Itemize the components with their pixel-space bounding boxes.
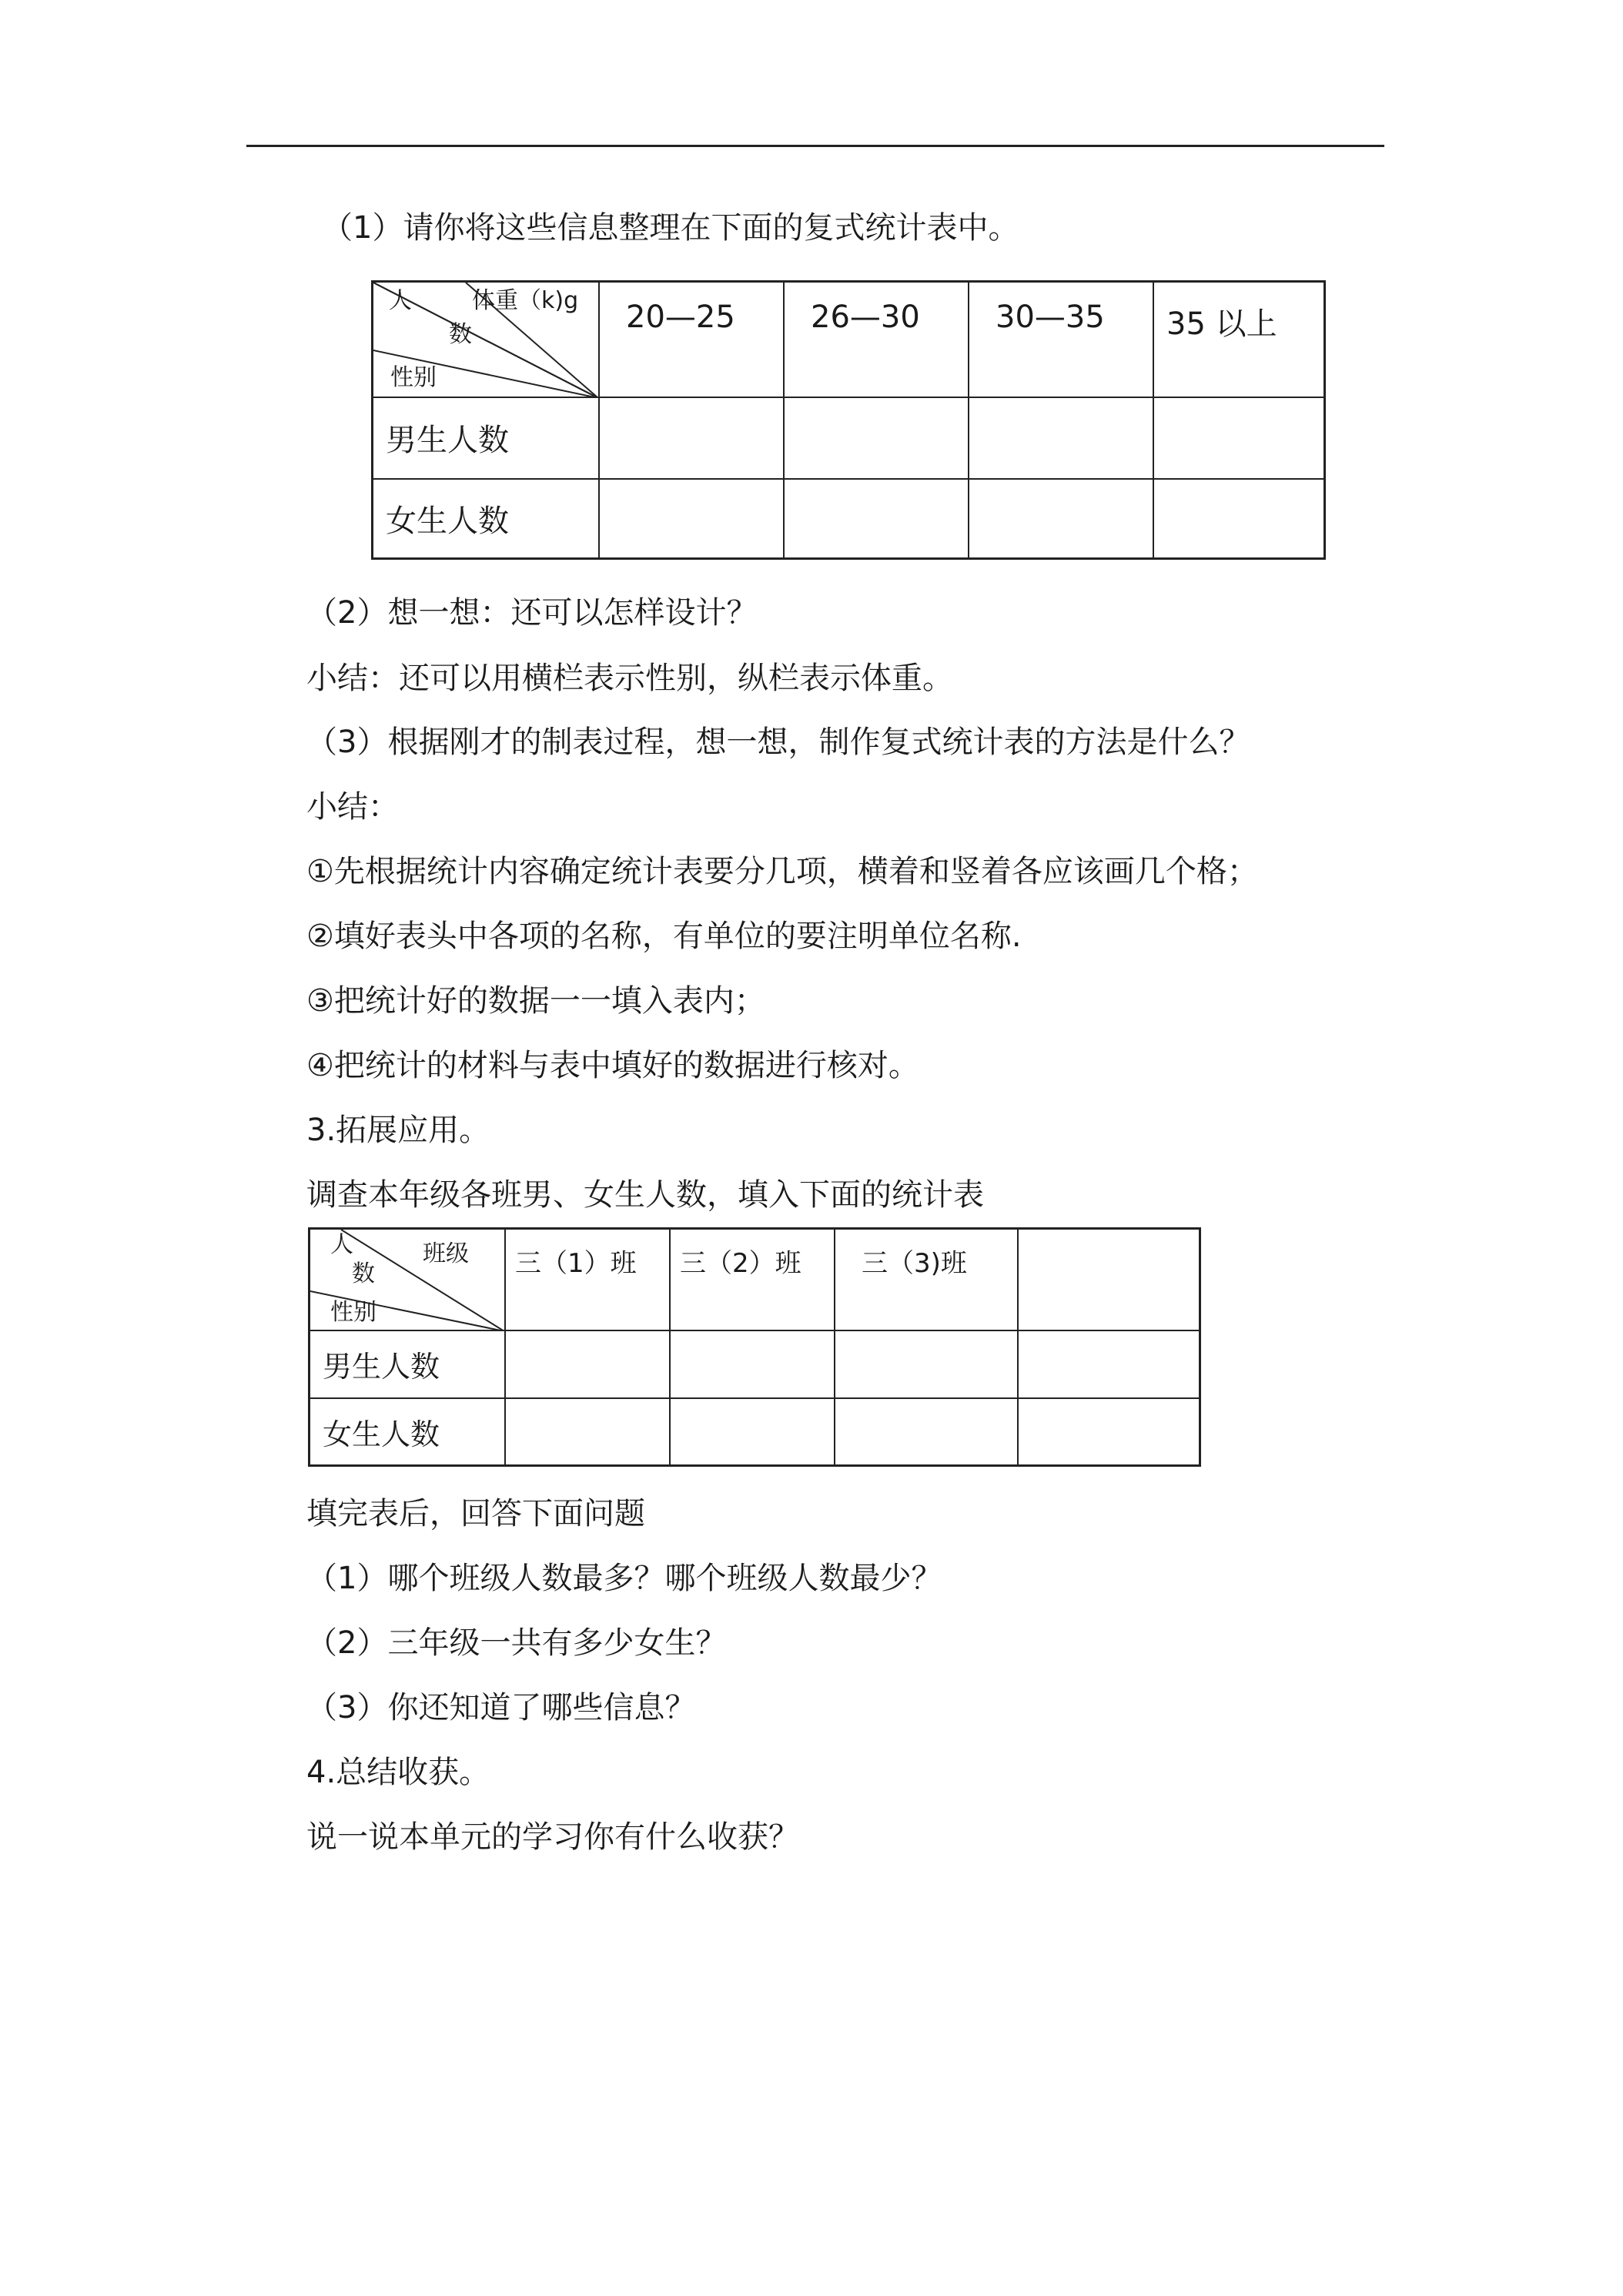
table-cell [1018, 1330, 1200, 1398]
table-cell [969, 397, 1153, 479]
table-cell [835, 1398, 1018, 1466]
final-question: 说一说本单元的学习你有什么收获？ [306, 1819, 799, 1855]
table-cell [784, 479, 969, 559]
table2-header-gender: 性别 [330, 1299, 376, 1326]
method-step-2: ②填好表头中各项的名称，有单位的要注明单位名称. [306, 919, 1022, 954]
method-step-3: ③把统计好的数据一一填入表内； [306, 983, 765, 1019]
table1-col-header: 20—25 [599, 282, 784, 397]
table-row [310, 1330, 1200, 1398]
table-row [373, 397, 1325, 479]
table-cell [599, 397, 784, 479]
table1-header-cell [373, 282, 600, 397]
table-cell [505, 1330, 670, 1398]
table2-row-header: 女生人数 [310, 1398, 506, 1466]
table2-header-people: 人 [330, 1231, 353, 1258]
table-cell [969, 479, 1153, 559]
table-cell [1018, 1398, 1200, 1466]
table1-header-gender: 性别 [390, 364, 437, 391]
table2-col-header: 三（1）班 [505, 1229, 670, 1330]
table1-header-count: 数 [449, 321, 472, 348]
answer-question-2: （2）三年级一共有多少女生？ [306, 1625, 727, 1661]
table-cell [670, 1398, 835, 1466]
table-cell [784, 397, 969, 479]
table1-row-header: 男生人数 [373, 397, 600, 479]
table-cell [1153, 397, 1325, 479]
answer-question-1: （1）哪个班级人数最多？哪个班级人数最少？ [306, 1561, 942, 1596]
after-fill-instruction: 填完表后，回答下面问题 [306, 1496, 645, 1531]
table1-row-header: 女生人数 [373, 479, 600, 559]
summary-1: 小结：还可以用横栏表示性别，纵栏表示体重。 [306, 661, 953, 696]
table1-header-weight: 体重（k)g [472, 287, 579, 314]
table2-col-header [1018, 1229, 1200, 1330]
section-3-title: 3.拓展应用。 [306, 1113, 490, 1148]
method-step-4: ④把统计的材料与表中填好的数据进行核对。 [306, 1048, 919, 1083]
question-2: （2）想一想：还可以怎样设计？ [306, 595, 758, 631]
answer-question-3: （3）你还知道了哪些信息？ [306, 1690, 696, 1725]
table2-row-header: 男生人数 [310, 1330, 506, 1398]
table2-header-class: 班级 [423, 1240, 469, 1267]
table-cell [835, 1330, 1018, 1398]
question-3: （3）根据刚才的制表过程，想一想，制作复式统计表的方法是什么？ [306, 725, 1250, 760]
table-cell [670, 1330, 835, 1398]
table1-col-header: 30—35 [969, 282, 1153, 397]
summary-2: 小结： [306, 789, 399, 825]
survey-task: 调查本年级各班男、女生人数，填入下面的统计表 [306, 1177, 984, 1213]
table-cell [505, 1398, 670, 1466]
table-row [373, 479, 1325, 559]
table1-header-people: 人 [389, 287, 412, 314]
table2-col-header: 三（2）班 [670, 1229, 835, 1330]
table2-col-header: 三（3)班 [835, 1229, 1018, 1330]
table1-col-header: 35 以上 [1153, 282, 1325, 397]
section-4-title: 4.总结收获。 [306, 1755, 490, 1790]
table-row [310, 1398, 1200, 1466]
table-cell [599, 479, 784, 559]
question-1: （1）请你将这些信息整理在下面的复式统计表中。 [322, 210, 1019, 246]
table-cell [1153, 479, 1325, 559]
header-rule [246, 145, 1384, 147]
table1-col-header: 26—30 [784, 282, 969, 397]
method-step-1: ①先根据统计内容确定统计表要分几项，横着和竖着各应该画几个格； [306, 854, 1258, 889]
table2-header-cell [310, 1229, 506, 1330]
table2-header-count: 数 [352, 1260, 375, 1287]
class-stat-table [308, 1227, 1201, 1467]
weight-stat-table [371, 280, 1326, 560]
